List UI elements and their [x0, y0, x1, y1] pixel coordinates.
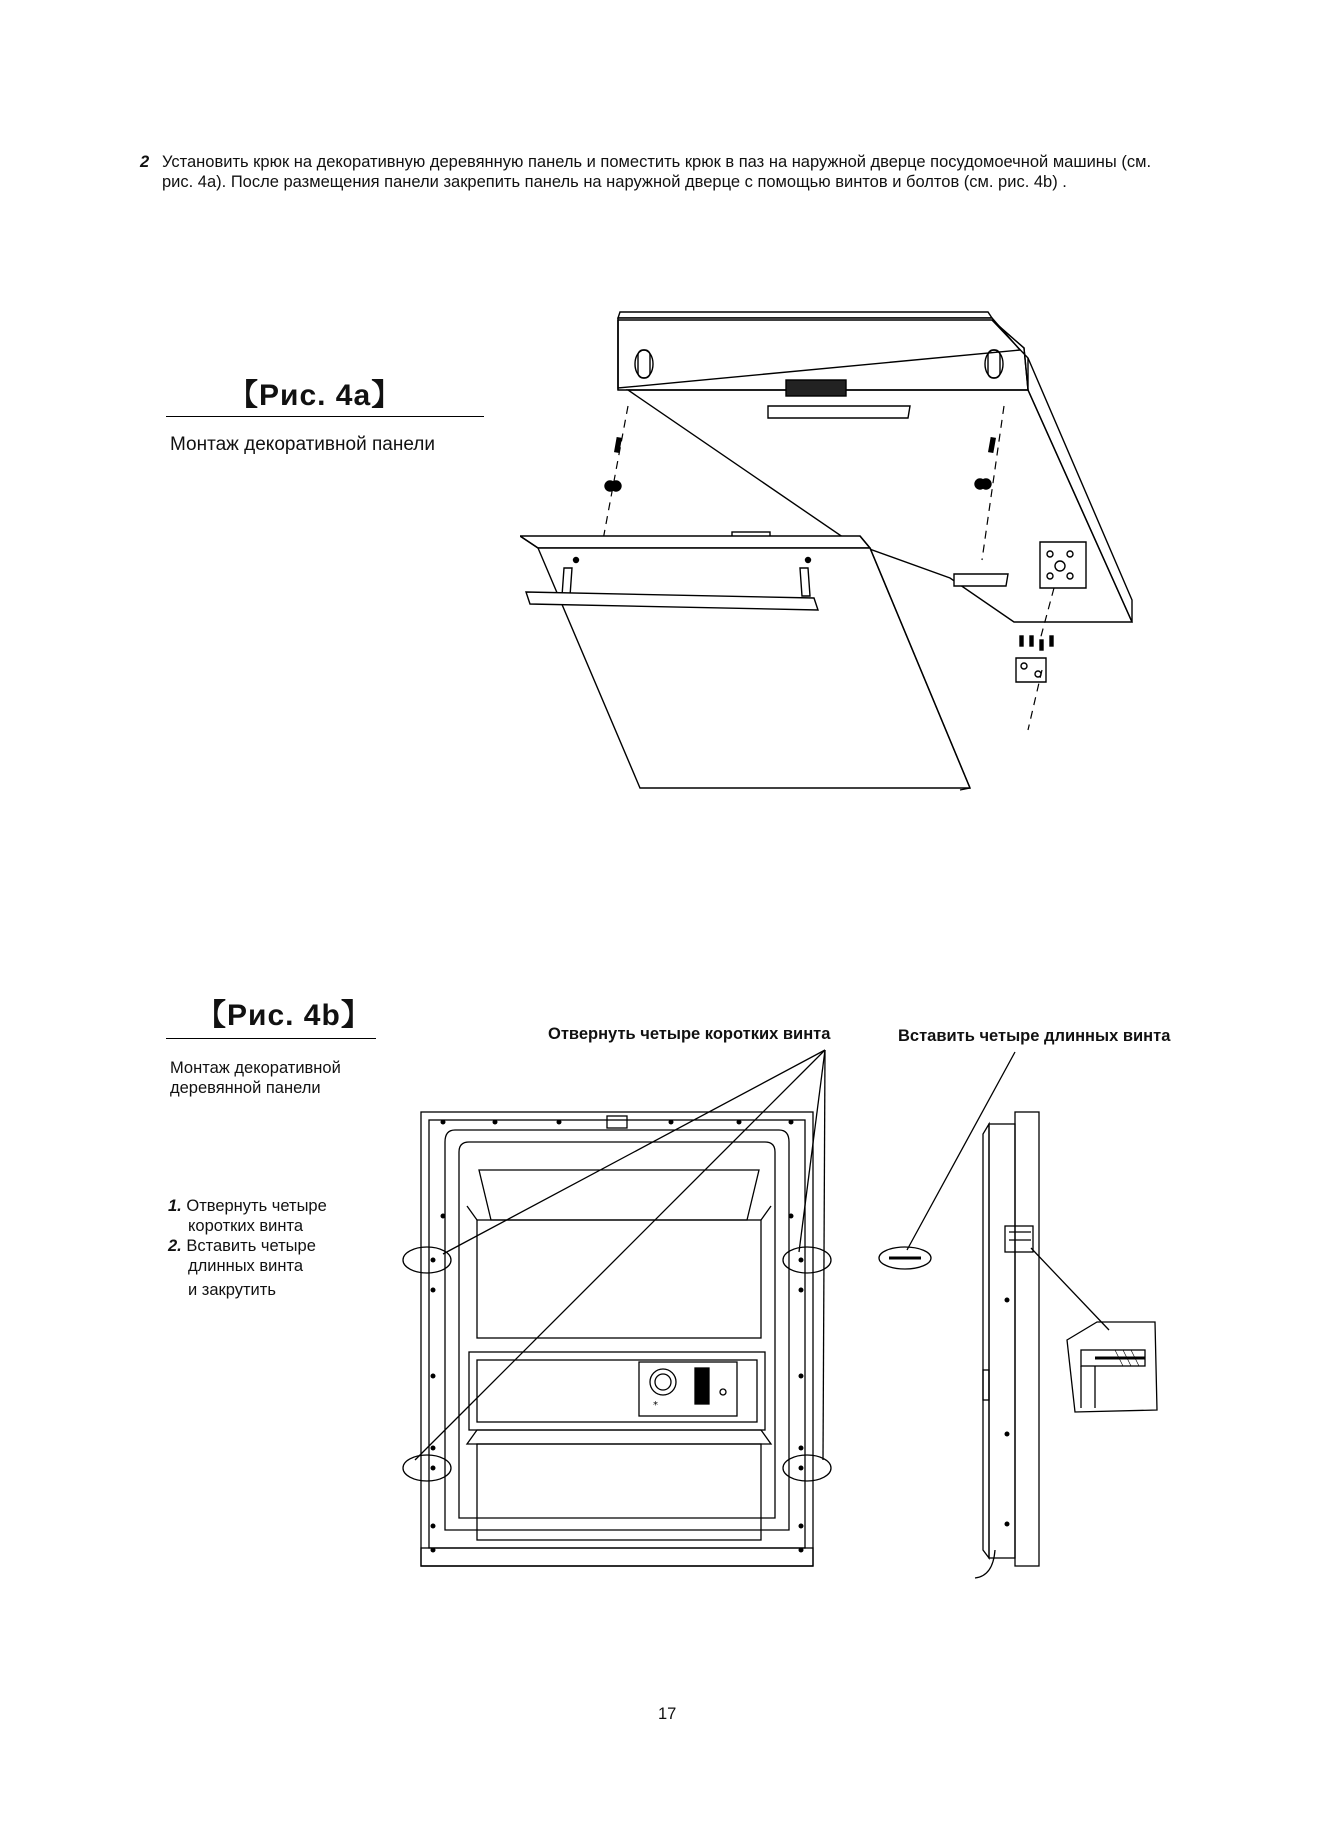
step-item-cont: длинных винта: [188, 1257, 304, 1275]
figure-4a-illustration: [520, 310, 1140, 850]
instruction-text: Установить крюк на декоративную деревянную панель и поместить крюк в паз на наружной дверце посудомоечной машины (см. рис. 4a). После размещения панели закрепить панель на наружной дверце с помощью винтов и болтов (см. рис. 4b) .: [162, 153, 1152, 191]
figure-4a-subtitle: Монтаж декоративной панели: [170, 434, 435, 455]
instruction-number: 2: [140, 153, 150, 171]
bracket-open: 【: [196, 999, 227, 1032]
figure-4b-title: [196, 990, 372, 1034]
callout-insert-long-screws: Вставить четыре длинных винта: [898, 1027, 1171, 1045]
figure-4b-subtitle: [170, 1058, 341, 1098]
figure-4a-rule: [166, 416, 484, 417]
figure-4b-subtitle-line1: Монтаж декоративной: [170, 1059, 341, 1077]
callout-remove-short-screws: Отвернуть четыре коротких винта: [548, 1025, 831, 1043]
bracket-close: 】: [340, 999, 372, 1032]
svg-text:*: *: [653, 1400, 658, 1411]
figure-4b-illustration: [395, 1030, 1215, 1590]
step-item-cont: коротких винта: [188, 1217, 304, 1235]
bracket-open: 【: [228, 379, 259, 412]
figure-4b-rule: [166, 1038, 376, 1039]
instruction-paragraph: [140, 152, 1182, 192]
step-item: 2. Вставить четыре: [168, 1237, 316, 1255]
bracket-close: 】: [371, 379, 403, 412]
figure-4b-label: Рис. 4b: [227, 999, 341, 1032]
page-number: 17: [658, 1705, 677, 1723]
step-item-cont: и закрутить: [188, 1281, 276, 1299]
figure-4a-title: [228, 370, 402, 414]
step-item: 1. Отвернуть четыре: [168, 1197, 327, 1215]
steps-list: [168, 1196, 327, 1300]
figure-4b-subtitle-line2: деревянной панели: [170, 1079, 321, 1097]
figure-4a-label: Рис. 4a: [259, 379, 372, 412]
